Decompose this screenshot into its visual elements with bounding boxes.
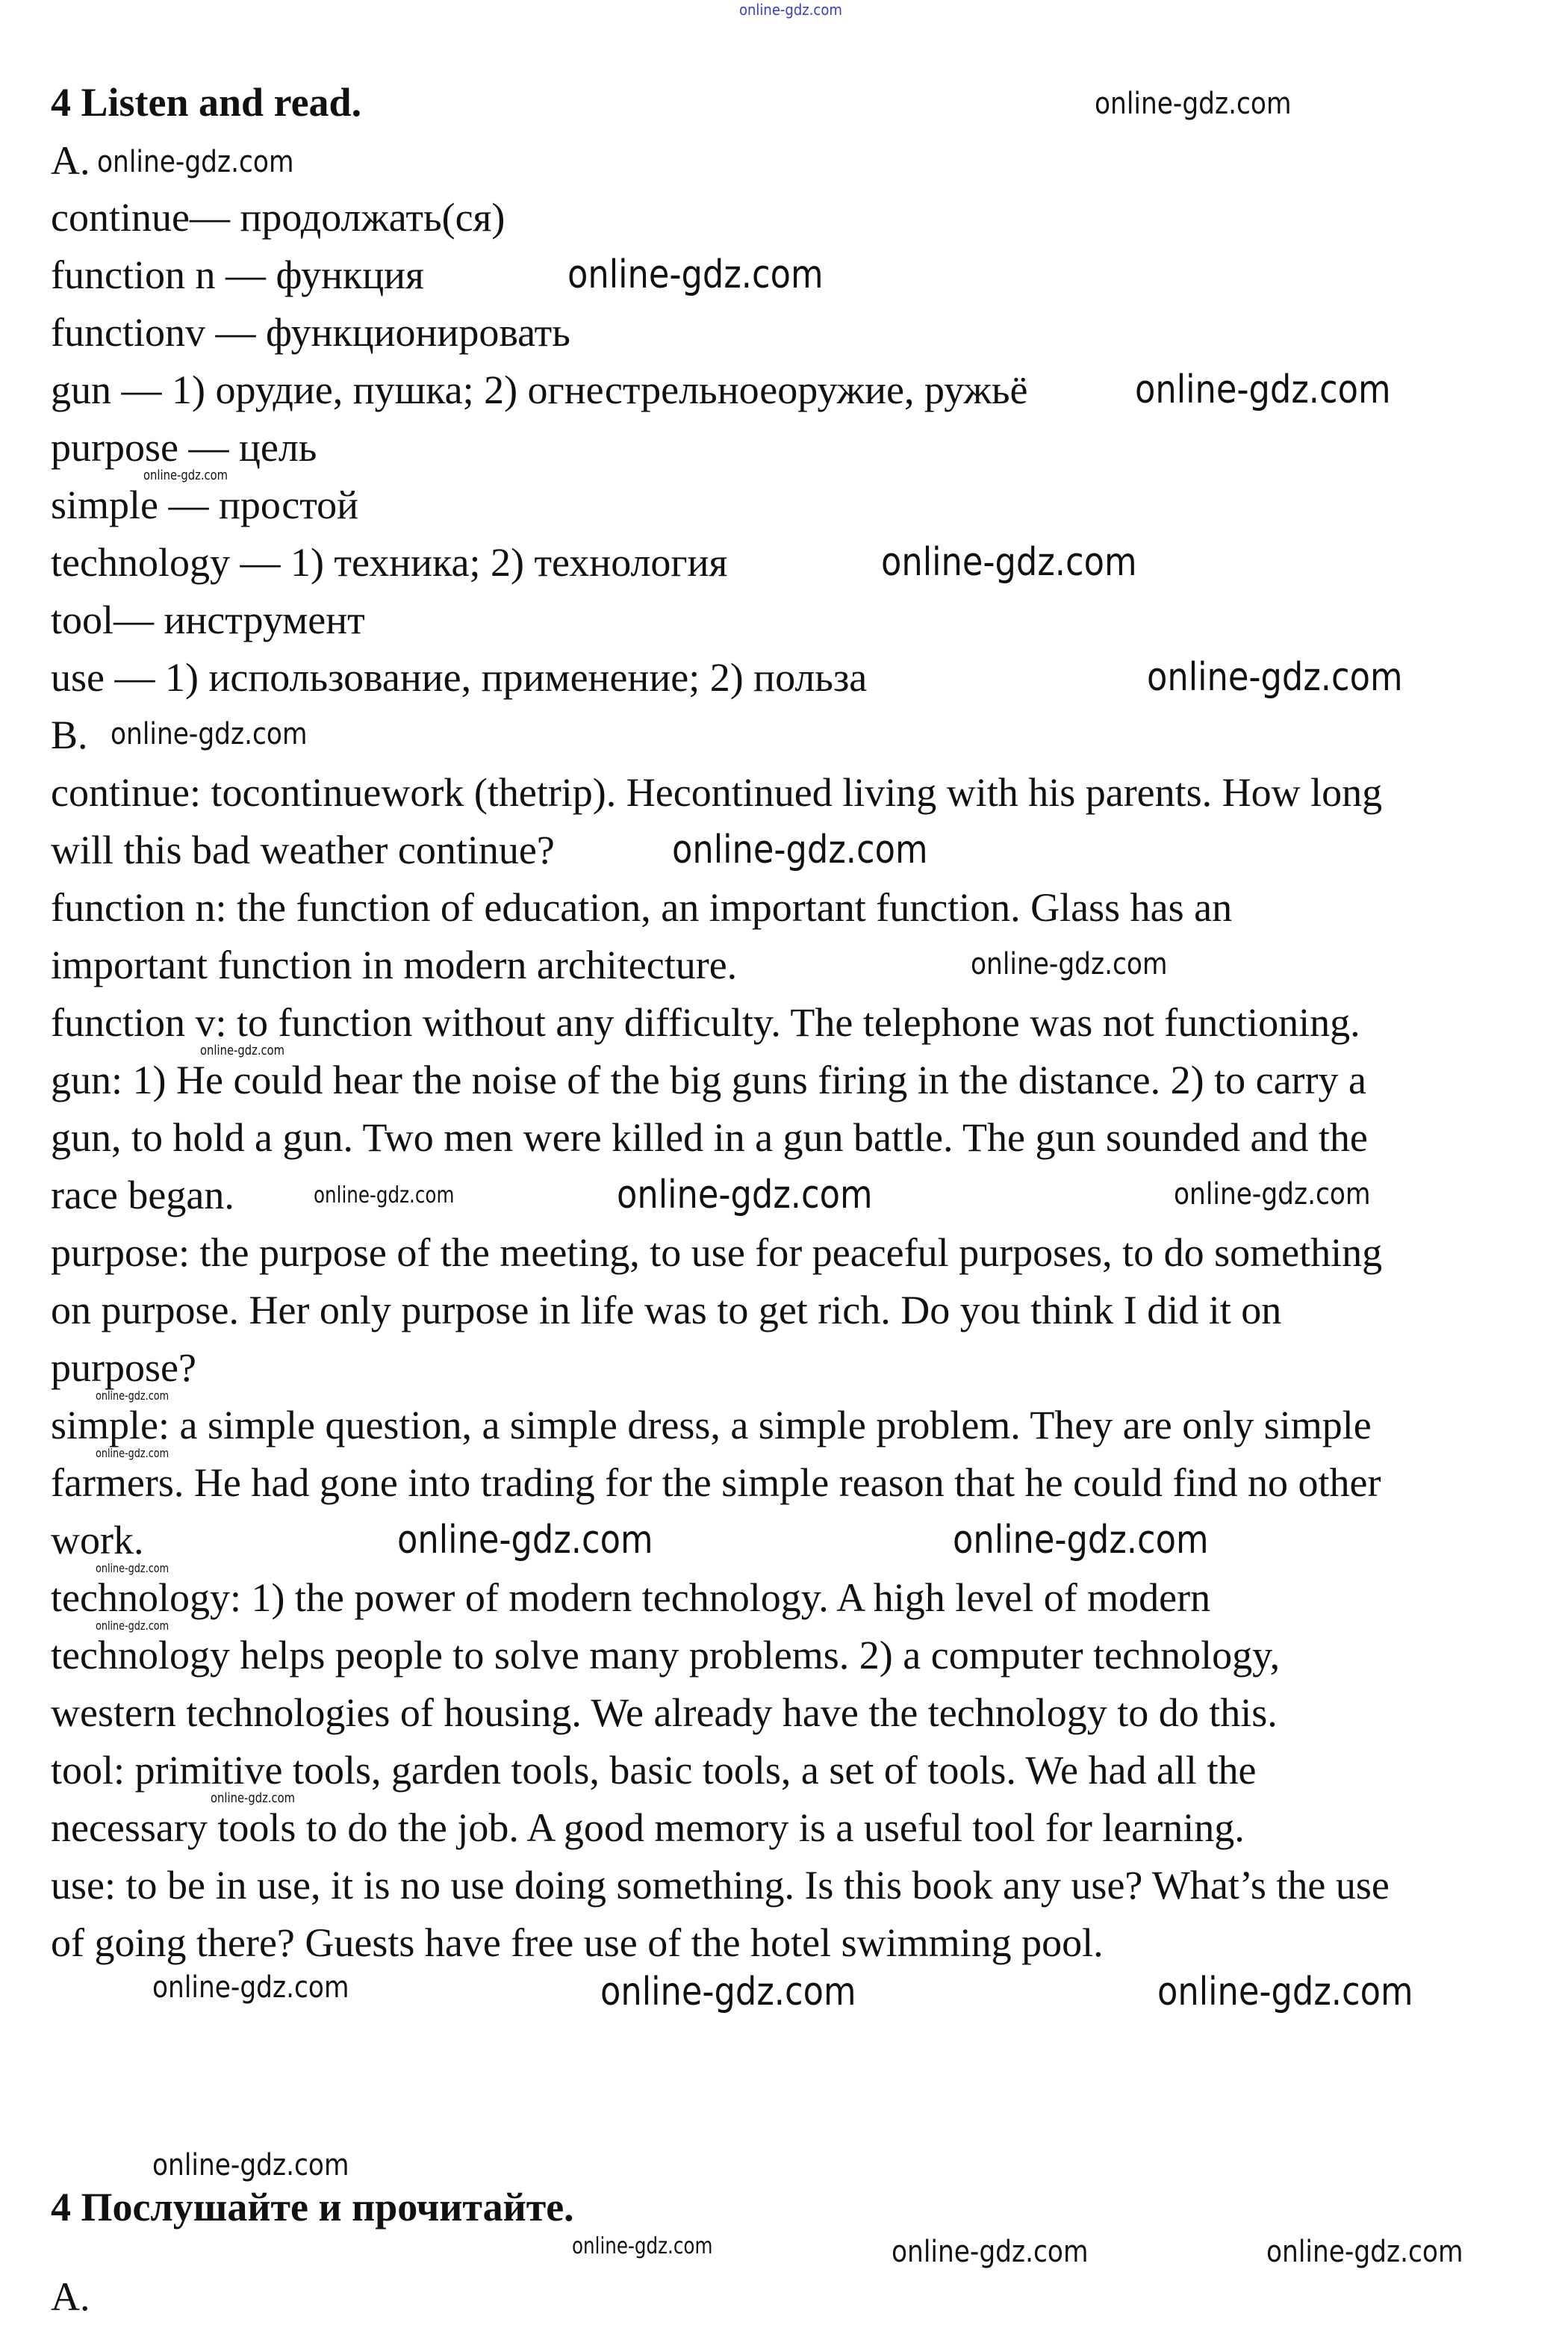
vocab-item: use — 1) использование, применение; 2) польза — [51, 655, 868, 700]
watermark: online-gdz.com — [143, 468, 228, 483]
watermark: online-gdz.com — [314, 1182, 455, 1208]
watermark: online-gdz.com — [96, 1619, 169, 1633]
vocab-item: function n — функция — [51, 252, 424, 297]
vocab-item: purpose — цель — [51, 425, 317, 470]
watermark: online-gdz.com — [600, 1970, 856, 2014]
watermark: online-gdz.com — [111, 717, 308, 751]
vocab-item: technology — 1) техника; 2) технология — [51, 540, 728, 585]
watermark: online-gdz.com — [96, 1446, 169, 1460]
watermark: online-gdz.com — [1147, 655, 1403, 700]
example-line: western technologies of housing. We already have the technology to do this. — [51, 1690, 1278, 1735]
example-line: farmers. He had gone into trading for the simple reason that he could find no other — [51, 1460, 1381, 1505]
watermark: online-gdz.com — [1157, 1970, 1413, 2014]
example-line: purpose? — [51, 1345, 196, 1390]
watermark: online-gdz.com — [953, 1518, 1209, 1563]
section-heading-en: 4 Listen and read. — [51, 80, 362, 125]
watermark: online-gdz.com — [1266, 2235, 1463, 2269]
watermark: online-gdz.com — [96, 1561, 169, 1575]
vocab-item: tool— инструмент — [51, 598, 365, 642]
example-line: gun: 1) He could hear the noise of the big guns firing in the distance. 2) to carry a — [51, 1058, 1366, 1102]
example-line: tool: primitive tools, garden tools, basic tools, a set of tools. We had all the — [51, 1748, 1257, 1793]
watermark: online-gdz.com — [96, 1388, 169, 1403]
example-line: use: to be in use, it is no use doing something. Is this book any use? What’s the use — [51, 1863, 1390, 1908]
example-line: purpose: the purpose of the meeting, to use for peaceful purposes, to do something — [51, 1230, 1383, 1275]
example-line: gun, to hold a gun. Two men were killed in a gun battle. The gun sounded and the — [51, 1115, 1368, 1160]
vocab-item: functionv — функционировать — [51, 310, 570, 355]
example-line: simple: a simple question, a simple dress, a simple problem. They are only simple — [51, 1403, 1372, 1447]
watermark: online-gdz.com — [672, 828, 928, 872]
vocab-item: gun — 1) орудие, пушка; 2) огнестрельноеоружие, ружьё — [51, 367, 1028, 412]
vocab-item: continue— продолжать(ся) — [51, 195, 505, 240]
watermark: online-gdz.com — [881, 540, 1137, 585]
watermark: online-gdz.com — [200, 1043, 285, 1058]
watermark: online-gdz.com — [397, 1518, 653, 1563]
watermark: online-gdz.com — [152, 1970, 349, 2005]
watermark: online-gdz.com — [617, 1173, 873, 1217]
watermark: online-gdz.com — [892, 2235, 1089, 2269]
example-line: of going there? Guests have free use of the hotel swimming pool. — [51, 1920, 1104, 1965]
example-line: technology helps people to solve many problems. 2) a computer technology, — [51, 1633, 1281, 1678]
example-line: on purpose. Her only purpose in life was to get rich. Do you think I did it on — [51, 1288, 1282, 1332]
watermark: online-gdz.com — [1135, 367, 1391, 412]
part-a-label: A. — [51, 138, 90, 183]
section-heading-ru: 4 Послушайте и прочитайте. — [51, 2185, 574, 2229]
watermark: online-gdz.com — [152, 2148, 349, 2182]
watermark: online-gdz.com — [211, 1790, 296, 1806]
watermark: online-gdz.com — [572, 2233, 713, 2259]
watermark: online-gdz.com — [97, 145, 294, 179]
example-line: work. — [51, 1518, 144, 1563]
watermark: online-gdz.com — [971, 947, 1168, 981]
example-line: continue: tocontinuework (thetrip). Hecontinued living with his parents. How long — [51, 770, 1383, 815]
watermark: online-gdz.com — [567, 252, 824, 297]
example-line: technology: 1) the power of modern technology. A high level of modern — [51, 1575, 1211, 1620]
watermark: online-gdz.com — [1174, 1177, 1371, 1211]
example-line: important function in modern architecture. — [51, 943, 738, 987]
example-line: will this bad weather continue? — [51, 828, 555, 872]
top-watermark: online-gdz.com — [739, 1, 842, 19]
example-line: necessary tools to do the job. A good memory is a useful tool for learning. — [51, 1805, 1245, 1850]
part-b-label: B. — [51, 713, 88, 757]
example-line: race began. — [51, 1173, 234, 1217]
example-line: function n: the function of education, an important function. Glass has an — [51, 885, 1233, 930]
watermark: online-gdz.com — [1095, 87, 1292, 121]
part-a-label-ru: A. — [51, 2274, 90, 2319]
example-line: function v: to function without any difficulty. The telephone was not functioning. — [51, 1000, 1360, 1045]
vocab-item: simple — простой — [51, 482, 358, 527]
